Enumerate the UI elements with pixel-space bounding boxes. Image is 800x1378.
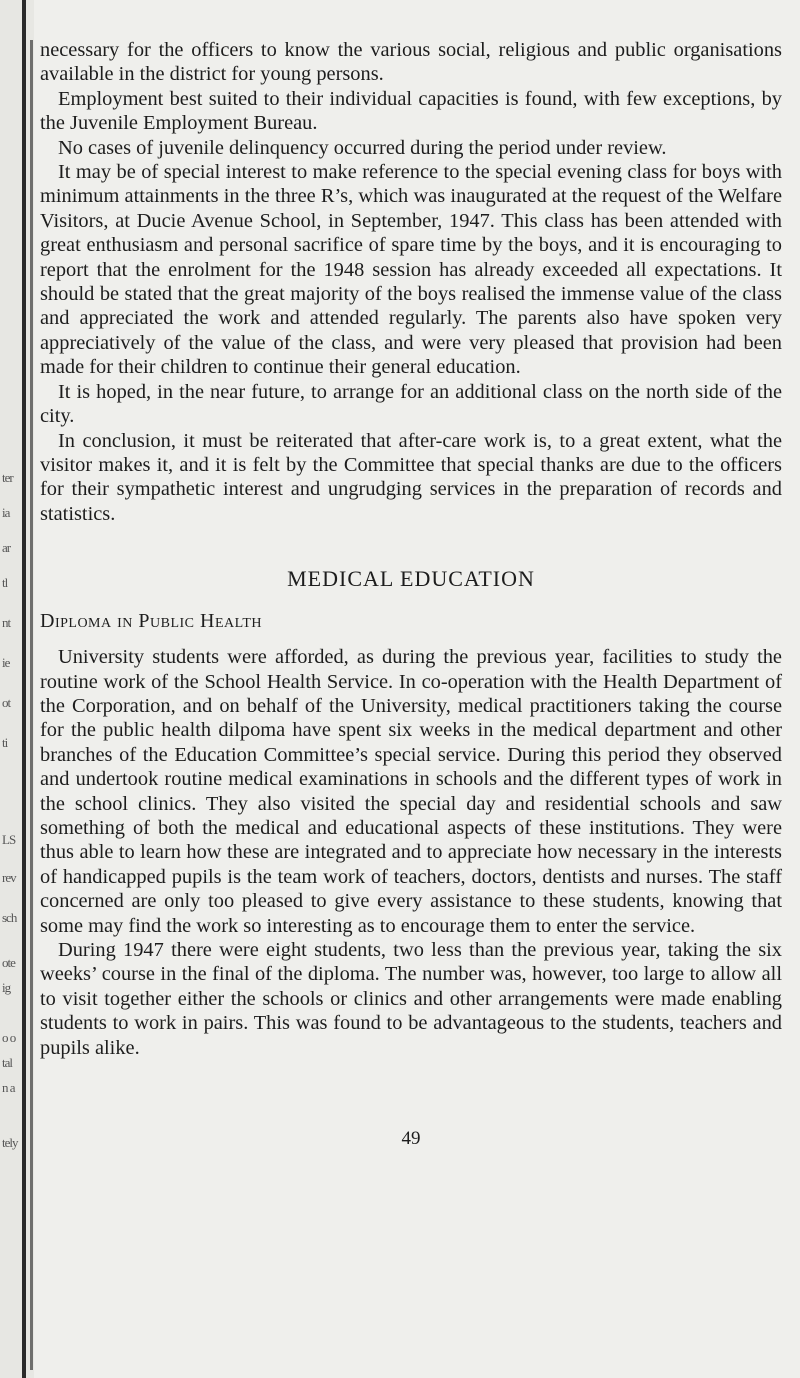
gutter-fragment: ter [2, 470, 13, 485]
binding-shadow [22, 0, 26, 1378]
gutter-fragment: ie [2, 655, 10, 670]
gutter-fragment: tl [2, 575, 8, 590]
intro-section [40, 38, 782, 526]
gutter-fragment: ote [2, 955, 15, 970]
gutter-fragment: ti [2, 735, 8, 750]
page-gutter [0, 0, 34, 1378]
gutter-fragment: sch [2, 910, 17, 925]
gutter-fragment: ia [2, 505, 10, 520]
page-number: 49 [401, 1128, 421, 1149]
paragraph: In conclusion, it must be reiterated that after-care work is, to a great extent, what the visitor makes it, and it is felt by the Committee that special thanks are due to the officers for their sympathetic interest and ungrudging services in the preparation of records and statistics. [40, 429, 782, 525]
paragraph: necessary for the officers to know the various social, religious and public organisations available in the district for young persons. [40, 39, 782, 86]
document-page [40, 38, 782, 1149]
gutter-fragment: rev [2, 870, 16, 885]
paragraph: It is hoped, in the near future, to arrange for an additional class on the north side of the city. [40, 380, 782, 428]
gutter-fragment: ot [2, 695, 11, 710]
gutter-fragment: tal [2, 1055, 12, 1070]
gutter-fragment: LS [2, 832, 16, 847]
section-heading: MEDICAL EDUCATION [287, 566, 535, 592]
gutter-fragment: ig [2, 980, 11, 995]
paragraph: No cases of juvenile delinquency occurred during the period under review. [58, 136, 667, 159]
medical-education-section [40, 645, 782, 1060]
paragraph: Employment best suited to their individual capacities is found, with few exceptions, by the Juvenile Employment Bureau. [40, 87, 782, 135]
gutter-fragment: tely [2, 1135, 18, 1150]
subheading: Diploma in Public Health [40, 610, 263, 633]
gutter-fragment: nt [2, 615, 11, 630]
paragraph: University students were afforded, as during the previous year, facilities to study the routine work of the School Health Service. In co-operation with the Health Department of the Corporation, and on behalf of the University, medical practitioners taking the course for the public health dilpoma have spent six weeks in the medical department and other branches of the Education Committee’s special service. During this period they observed and undertook routine medical examinations in schools and the different types of work in the school clinics. They also visited the special day and residential schools and saw something of both the medical and educational aspects of these institutions. They were thus able to learn how these are integrated and to appreciate how necessary in the interests of handicapped pupils is the team work of teachers, doctors, dentists and nurses. The staff concerned are only too pleased to give every assistance to these students, knowing that some may find the work so interesting as to encourage them to enter the service. [40, 646, 782, 937]
gutter-fragment: ar [2, 540, 11, 555]
paragraph: During 1947 there were eight students, two less than the previous year, taking the six weeks’ course in the final of the diploma. The number was, however, too large to allow all to visit together either the schools or clinics and other arrangements were made enabling students to work in pairs. This was found to be advantageous to the students, teachers and pupils alike. [40, 939, 782, 1059]
gutter-fragment: o o [2, 1030, 16, 1045]
binding-edge [30, 40, 33, 1370]
paragraph: It may be of special interest to make reference to the special evening class for boys with minimum attainments in the three R’s, which was inaugurated at the request of the Welfare Visitors, at Ducie Avenue School, in September, 1947. This class has been attended with great enthusiasm and personal sacrifice of spare time by the boys, and it is encouraging to report that the enrolment for the 1948 session has already exceeded all expectations. It should be stated that the great majority of the boys realised the immense value of the class and appreciated the work and attended regularly. The parents also have spoken very appreciatively of the value of the class, and were very pleased that provision had been made for their children to continue their general education. [40, 161, 782, 379]
gutter-fragment: n a [2, 1080, 15, 1095]
